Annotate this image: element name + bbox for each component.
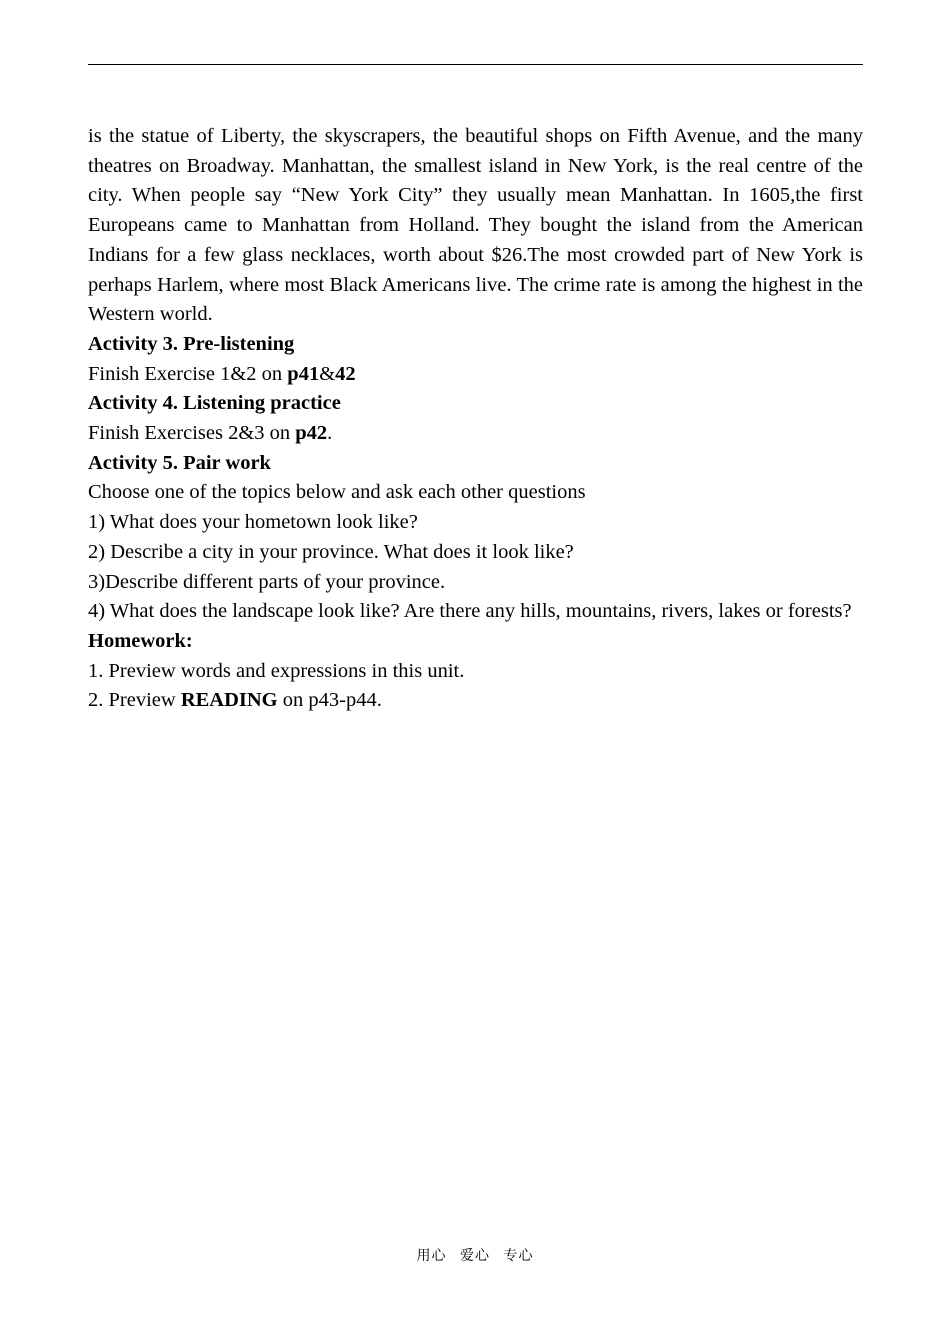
activity3-heading: Activity 3. Pre-listening xyxy=(88,332,295,355)
activity4-heading: Activity 4. Listening practice xyxy=(88,392,341,415)
topic-item: 1) What does your hometown look like? xyxy=(88,511,418,534)
homework-heading: Homework: xyxy=(88,629,193,652)
topic-item: 2) Describe a city in your province. What does it look like? xyxy=(88,540,574,563)
activity4-page: p42 xyxy=(295,422,328,445)
intro-paragraph: is the statue of Liberty, the skyscrapers, the beautiful shops on Fifth Avenue, and the many theatres on Broadway. Manhattan, the smallest island in New York, is the real centre of the city. When people say “New York City” they usually mean Manhattan. In 1605,the first Europeans came to Manhattan from Holland. They bought the island from the American Indians for a few glass necklaces, worth about $26.The most crowded part of New York is perhaps Harlem, where most Black Americans live. The crime rate is among the highest in the Western world. xyxy=(88,125,863,326)
activity3-text: Finish Exercise 1&2 on xyxy=(88,362,288,385)
homework-item2-bold: READING xyxy=(180,689,278,712)
topic-item: 4) What does the landscape look like? Are there any hills, mountains, rivers, lakes or forests? xyxy=(88,600,852,623)
activity3-page-a: p41 xyxy=(287,362,320,385)
activity3-instruction xyxy=(88,360,863,390)
homework-item xyxy=(88,686,863,716)
homework-item2-text: 2. Preview xyxy=(88,689,181,712)
activity4-text-after: . xyxy=(327,422,333,445)
homework-item: 1. Preview words and expressions in this unit. xyxy=(88,659,465,682)
activity4-instruction xyxy=(88,419,863,449)
header-rule xyxy=(88,64,863,65)
topic-item: 3)Describe different parts of your province. xyxy=(88,570,446,593)
activity4-text: Finish Exercises 2&3 on xyxy=(88,422,296,445)
homework-item2-after: on p43-p44. xyxy=(277,689,382,712)
activity5-heading: Activity 5. Pair work xyxy=(88,451,271,474)
activity3-amp: & xyxy=(319,362,336,385)
activity5-instruction: Choose one of the topics below and ask each other questions xyxy=(88,481,586,504)
page-footer: 用心 爱心 专心 xyxy=(416,1248,534,1264)
document-body xyxy=(88,122,863,716)
activity3-page-b: 42 xyxy=(335,362,356,385)
